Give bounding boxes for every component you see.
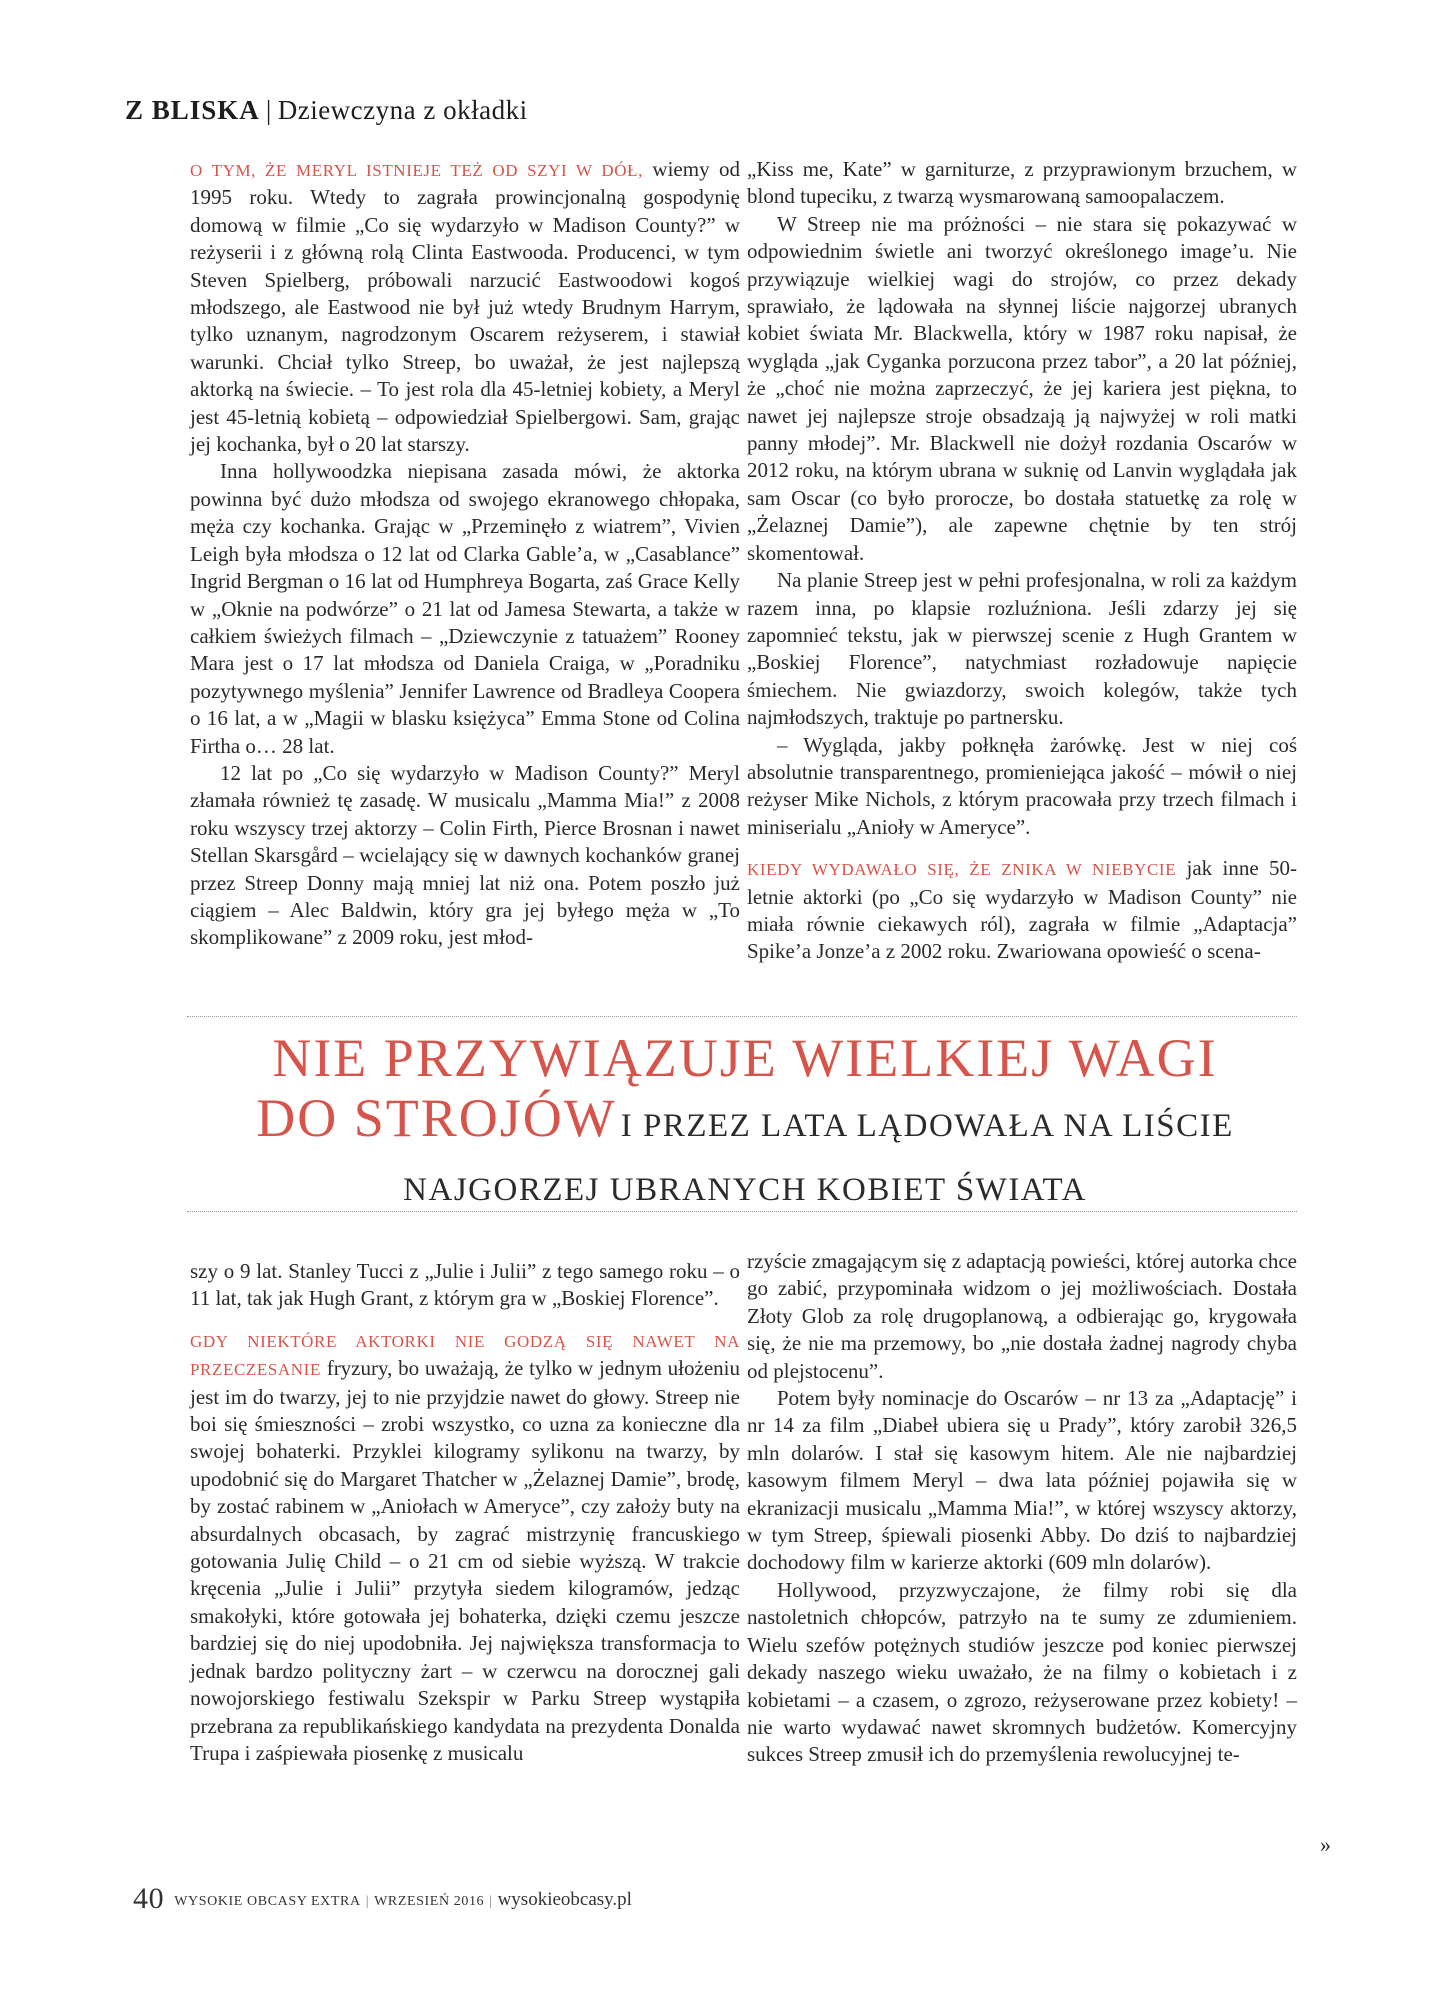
divider-bottom xyxy=(187,1211,1297,1212)
paragraph-text: fryzury, bo uważają, że tylko w jednym ułożeniu jest im do twarzy, jej to nie przyjdzie nawet do głowy. Streep nie boi się śmieszności – zrobi wszystko, co uzna za konieczne dla swojej bohaterki. Przyklei kilogramy sylikonu na twarzy, by upodobnić się do Margaret Thatcher w „Żelaznej Damie”, brodę, by zostać rabinem w „Aniołach w Ameryce”, czy założy buty na absurdalnych obcasach, by zagrać mistrzynię francuskiego gotowania Julię Child – o 21 cm od siebie wyższą. W trakcie kręcenia „Julie i Julii” przytyła siedem kilogramów, jedząc smakołyki, które gotowała jej bohaterka, dzięki czemu jeszcze bardziej się do niej upodobniła. Jej największa transformacja to jednak bardzo polityczny żart – w czerwcu na dorocznej gali nowojorskiego festiwalu Szekspir w Parku Streep wystąpiła przebrana za republikańskiego kandydata na prezydenta Donalda Trupa i zaśpiewała piosenkę z musicalu xyxy=(190,1356,740,1765)
article-paragraph: Na planie Streep jest w pełni profesjonalna, w roli za każdym razem inna, po klapsie rozluźniona. Jeśli zdarzy jej się zapomnieć tekstu, jak w pierwszej scenie z Hugh Grantem w „Boskiej Florence”, natychmiast rozładowuje napięcie śmiechem. Nie gwiazdorzy, swoich kolegów, także tych najmłodszych, traktuje po partnersku. xyxy=(747,568,1297,730)
article-paragraph: – Wygląda, jakby połknęła żarówkę. Jest w niej coś absolutnie transparentnego, promieniejąca jakość – mówił o niej reżyser Mike Nichols, z którym pracowała przy trzech filmach i miniserialu „Anioły w Ameryce”. xyxy=(747,732,1297,839)
header-separator: | xyxy=(265,95,272,125)
article-column-top-right xyxy=(747,156,1297,966)
subsection-name: Dziewczyna z okładki xyxy=(277,95,528,125)
running-head xyxy=(125,95,528,126)
section-name: Z BLISKA xyxy=(125,95,260,125)
article-paragraph: Hollywood, przyzwyczajone, że filmy robi się dla nastoletnich chłopców, patrzyło na te sumy ze zdumieniem. Wielu szefów potężnych studiów jeszcze pod koniec pierwszej dekady naszego wieku uważało, że na filmy o kobietach i z kobietami – a czasem, o zgrozo, reżyserowane przez kobiety! – nie warto wydawać nawet skromnych budżetów. Komercyjny sukces Streep zmusił ich do przemyślenia rewolucyjnej te- xyxy=(747,1577,1297,1767)
article-paragraph: W Streep nie ma próżności – nie stara się pokazywać w odpowiednim świetle ani tworzyć określonego image’u. Nie przywiązuje wielkiej wagi do strojów, co przez dekady sprawiało, że lądowała na słynnej liście najgorzej ubranych kobiet świata Mr. Blackwella, który w 1987 roku napisał, że wygląda „jak Cyganka porzucona przez tabor”, a 20 lat później, że „choć nie można zaprzeczyć, że jej kariera jest piękna, to nawet jej najlepsze stroje obsadzają ją najwyżej w roli matki panny młodej”. Mr. Blackwell nie dożył rozdania Oscarów w 2012 roku, na którym ubrana w suknię od Lanvin wyglądała jak sam Oscar (co było proroczе, bo dostała statuetkę za rolę w „Żelaznej Damie”), ale zapewne chętnie by ten strój skomentował. xyxy=(747,211,1297,565)
article-column-bottom-right xyxy=(747,1248,1297,1769)
lead-in: GDY NIEKTÓRE AKTORKI NIE GODZĄ SIĘ NAWET NA PRZECZESANIE xyxy=(190,1331,740,1380)
pull-quote-highlight: DO STROJÓW xyxy=(256,1088,617,1148)
lead-in: O TYM, ŻE MERYL ISTNIEJE TEŻ OD SZYI W DÓŁ, xyxy=(190,161,643,180)
article-paragraph: Potem były nominacje do Oscarów – nr 13 za „Adaptację” i nr 14 za film „Diabeł ubiera się u Prady”, który zarobił 326,5 mln dolarów. I stał się kasowym hitem. Ale nie najbardziej kasowym filmem Meryl – dwa lata później pojawiła się w ekranizacji musicalu „Mamma Mia!”, w której wszyscy aktorzy, w tym Streep, śpiewali piosenki Abby. Do dziś to najbardziej dochodowy film w karierze aktorki (609 mln dolarów). xyxy=(747,1386,1297,1575)
paragraph-text: jak inne 50-letnie aktorki (po „Co się wydarzyło w Madison County” nie miała równie ciekawych ról), zagrała w filmie „Adaptacja” Spike’a Jonze’a z 2002 roku. Zwariowana opowieść o scena- xyxy=(747,856,1297,964)
article-paragraph: rzyście zmagającym się z adaptacją powieści, której autorka chce go zabić, przypominała widzom o jej możliwościach. Dostała Złoty Glob za rolę drugoplanową, a odbierając go, krygowała się, że nie ma przemowy, bo „nie dostała żadnej nagrody chyba od plejstocenu”. xyxy=(747,1249,1297,1383)
website-link[interactable]: wysokieobcasy.pl xyxy=(497,1889,632,1910)
issue-date: WRZESIEŃ 2016 xyxy=(374,1894,485,1909)
page-number: 40 xyxy=(133,1882,165,1915)
article-paragraph: szy o 9 lat. Stanley Tucci z „Julie i Julii” z tego samego roku – o 11 lat, tak jak Hugh Grant, z którym gra w „Boskiej Florence”. xyxy=(190,1259,740,1311)
page-footer xyxy=(133,1882,632,1916)
divider-top xyxy=(187,1016,1297,1017)
article-paragraph: 12 lat po „Co się wydarzyło w Madison County?” Meryl złamała również tę zasadę. W musicalu „Mamma Mia!” z 2008 roku wszyscy trzej aktorzy – Colin Firth, Pierce Brosnan i nawet Stellan Skarsgård – wcielający się w dawnych kochanków granej przez Streep Donny mają mniej lat niż ona. Potem poszło już ciągiem – Alec Baldwin, który gra jej byłego męża w „To skomplikowane” z 2009 roku, jest młod- xyxy=(190,760,740,950)
article-paragraph xyxy=(190,1327,740,1768)
pull-quote-line-2 xyxy=(190,1088,1300,1162)
pull-quote xyxy=(190,1028,1300,1218)
article-column-top-left xyxy=(190,156,740,952)
continue-arrow-icon: » xyxy=(1320,1832,1331,1857)
pull-quote-line-3: NAJGORZEJ UBRANYCH KOBIET ŚWIATA xyxy=(403,1172,1087,1208)
article-paragraph: Inna hollywoodzka niepisana zasada mówi, że aktorka powinna być dużo młodsza od swojego ekranowego chłopaka, męża czy kochanka. Grając w „Przeminęło z wiatrem”, Vivien Leigh była młodsza o 12 lat od Clarka Gable’a, w „Casablance” Ingrid Bergman o 16 lat od Humphreya Bogarta, zaś Grace Kelly w „Oknie na podwórze” o 21 lat od Jamesa Stewarta, a także w całkiem świeżych filmach – „Dziewczynie z tatuażem” Rooney Mara jest o 17 lat młodsza od Daniela Craiga, w „Poradniku pozytywnego myślenia” Jennifer Lawrence od Bradleya Coopera o 16 lat, a w „Magii w blasku księżyca” Emma Stone od Colina Firtha o… 28 lat. xyxy=(190,459,740,758)
pull-quote-continuation: I PRZEZ LATA LĄDOWAŁA NA LIŚCIE xyxy=(620,1108,1234,1144)
article-paragraph xyxy=(747,855,1297,966)
pull-quote-line-1: NIE PRZYWIĄZUJE WIELKIEJ WAGI xyxy=(272,1028,1218,1088)
article-column-bottom-left xyxy=(190,1258,740,1767)
lead-in: KIEDY WYDAWAŁO SIĘ, ŻE ZNIKA W NIEBYCIE xyxy=(747,860,1177,880)
publication-name: WYSOKIE OBCASY EXTRA xyxy=(174,1894,361,1909)
footer-separator: | xyxy=(489,1894,493,1909)
article-paragraph xyxy=(190,156,740,458)
article-paragraph: „Kiss me, Kate” w garniturze, z przyprawionym brzuchem, w blond tupeciku, z twarzą wysmarowaną samoopalaczem. xyxy=(747,157,1297,209)
paragraph-text: wiemy od 1995 roku. Wtedy to zagrała prowincjonalną gospodynię domową w filmie „Co się wydarzyło w Madison County?” w reżyserii i z główną rolą Clinta Eastwooda. Producenci, w tym Steven Spielberg, próbowali narzucić Eastwoodowi kogoś młodszego, ale Eastwood nie był już wtedy Brudnym Harrym, tylko uznanym, nagrodzonym Oscarem reżyserem, i stawiał warunki. Chciał tylko Streep, bo uważał, że jest najlepszą aktorką na świecie. – To jest rola dla 45-letniej kobiety, a Meryl jest 45-letnią kobietą – odpowiedział Spielbergowi. Sam, grając jej kochanka, był o 20 lat starszy. xyxy=(190,157,740,457)
footer-separator: | xyxy=(365,1894,370,1909)
